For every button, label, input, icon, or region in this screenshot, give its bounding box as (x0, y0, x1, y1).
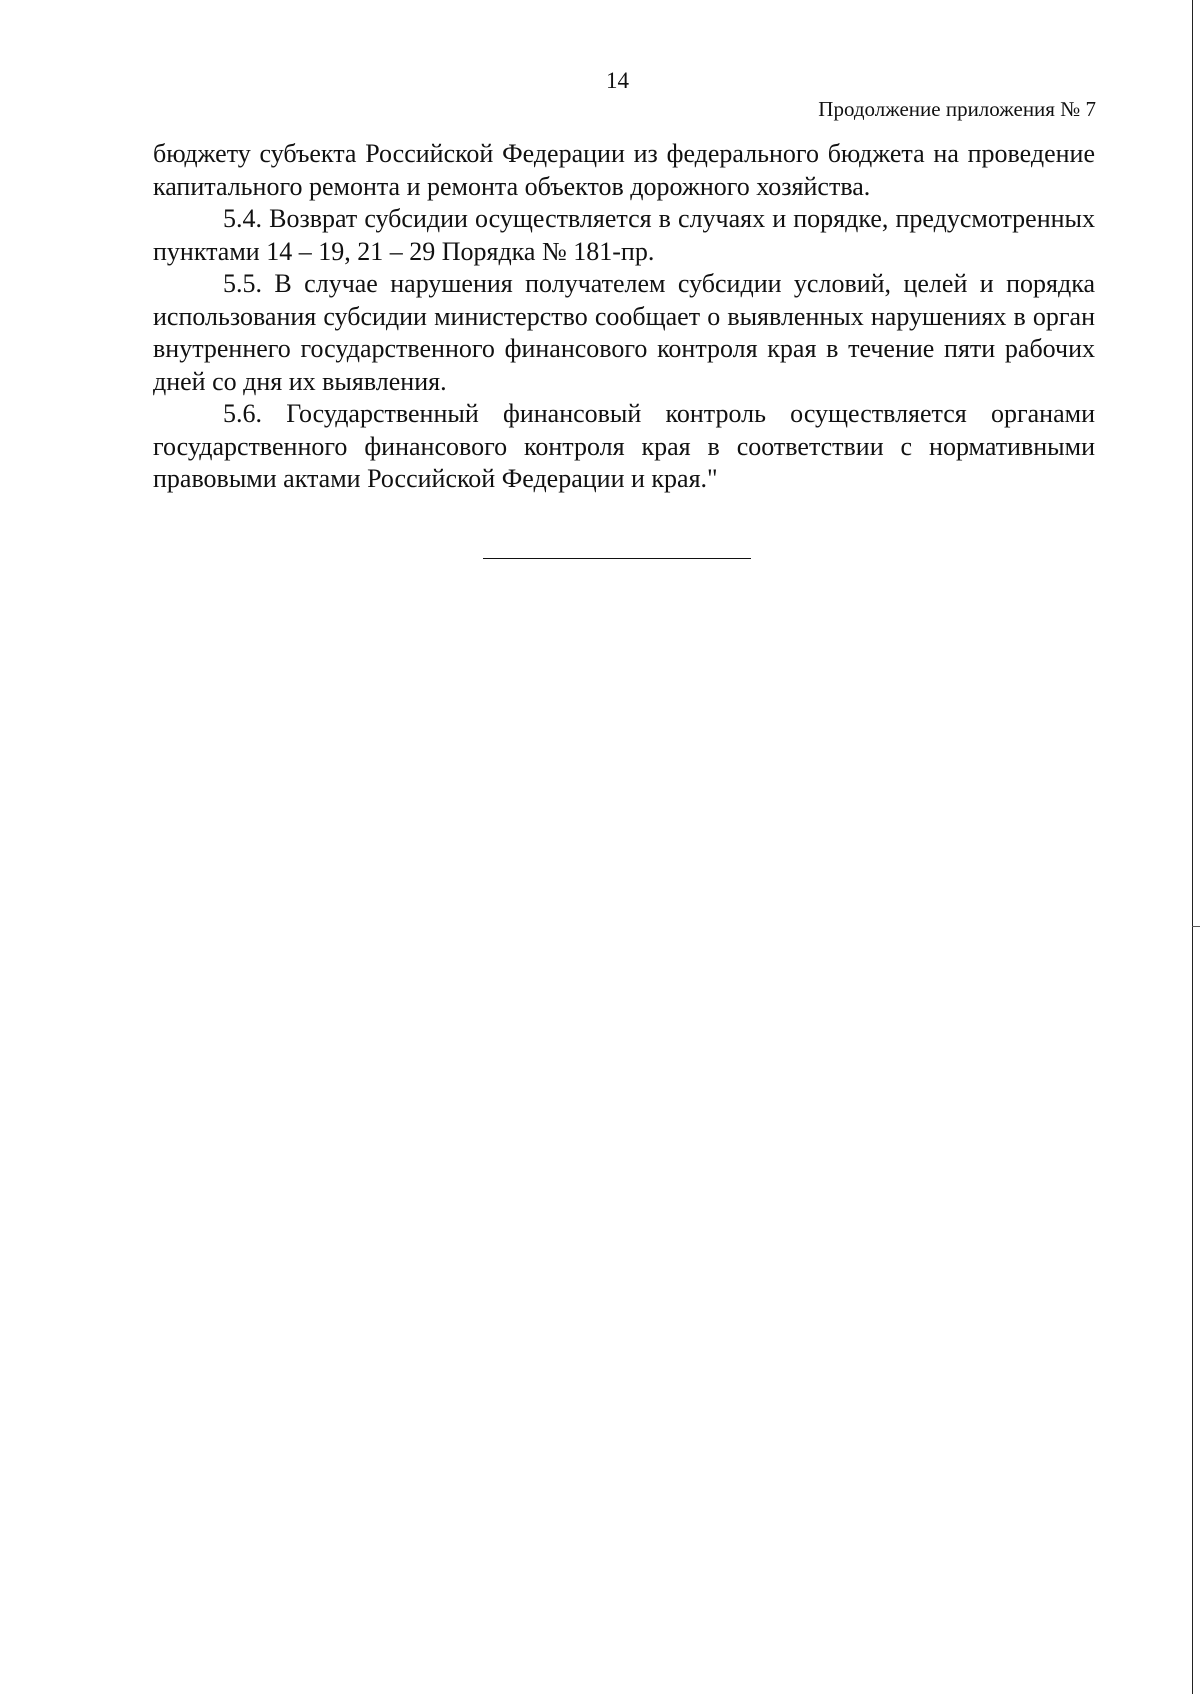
scan-edge-tick (1192, 926, 1200, 927)
paragraph-continuation: бюджету субъекта Российской Федерации из федерального бюджета на проведение капитального ремонта и ремонта объектов дорожного хозяйства. (153, 139, 1095, 201)
document-end-rule (483, 558, 751, 559)
paragraph-5-6: 5.6. Государственный финансовый контроль осуществляется органами государственного финансового контроля края в соответствии с нормативными правовыми актами Российской Федерации и края." (153, 399, 1095, 493)
paragraph-5-4: 5.4. Возврат субсидии осуществляется в случаях и порядке, предусмотренных пунктами 14 – 19, 21 – 29 Порядка № 181-пр. (153, 204, 1095, 266)
appendix-continuation-note: Продолжение приложения № 7 (818, 97, 1096, 121)
page-number: 14 (606, 68, 629, 93)
paragraph-5-5: 5.5. В случае нарушения получателем субсидии условий, целей и порядка использования субсидии министерство сообщает о выявленных нарушениях в орган внутреннего государственного финансового контроля края в течение пяти рабочих дней со дня их выявления. (153, 269, 1095, 396)
scan-edge-line (1192, 0, 1193, 1694)
document-body (153, 138, 1095, 496)
